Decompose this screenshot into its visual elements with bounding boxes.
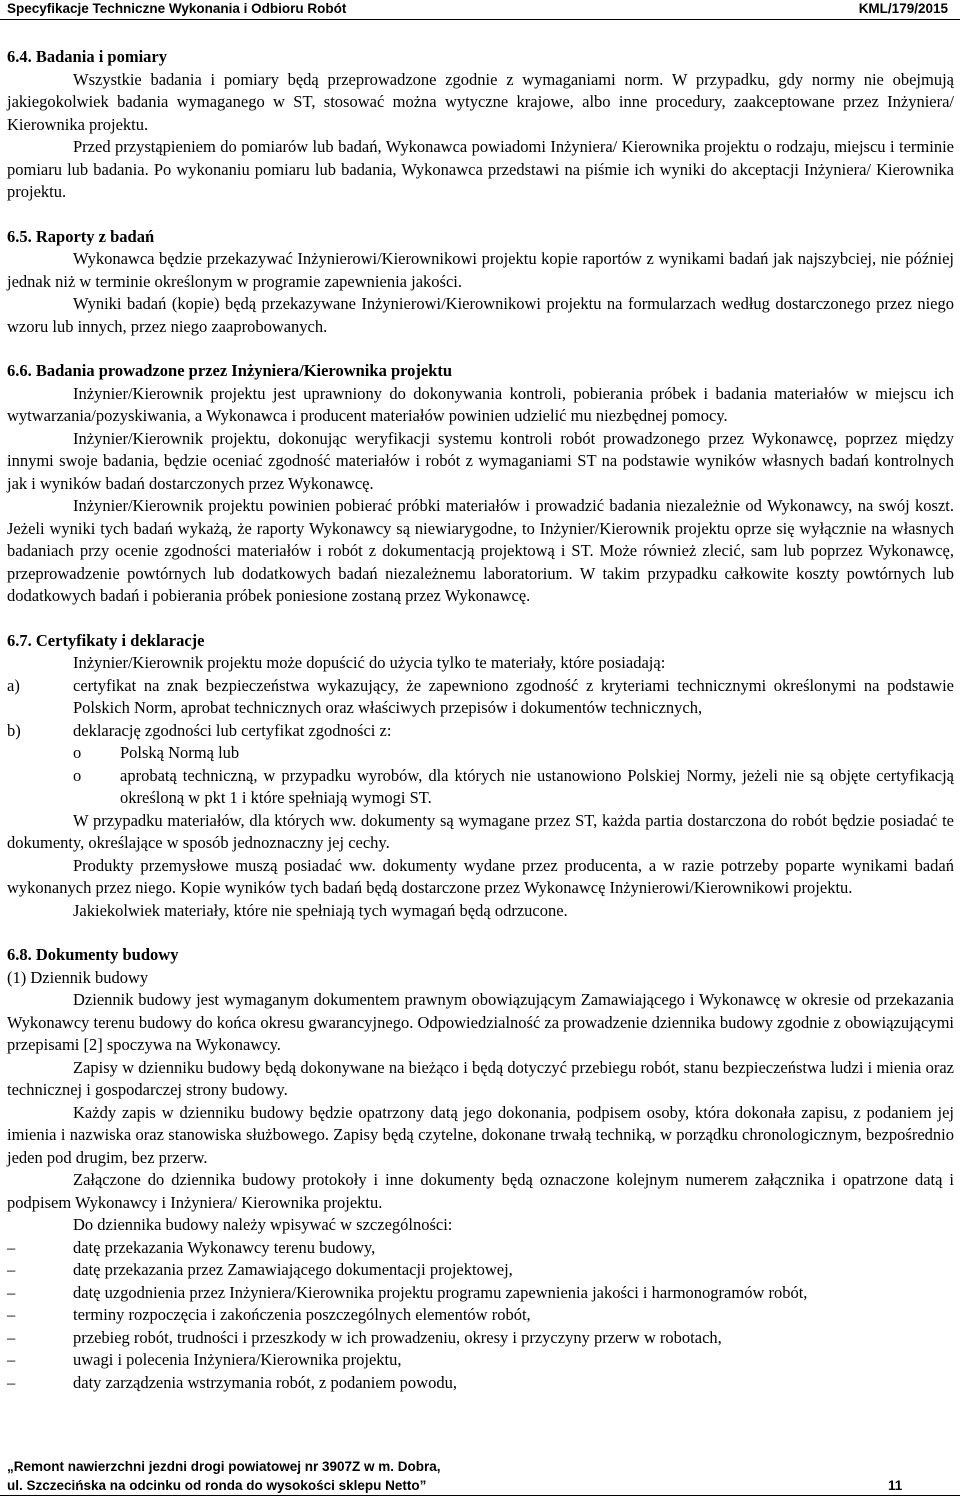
list-marker: b)	[7, 720, 21, 740]
sub-list-item	[7, 742, 954, 765]
paragraph: W przypadku materiałów, dla których ww. dokumenty są wymagane przez ST, każda partia dostarczona do robót będzie posiadać te dokumenty, określające w sposób jednoznaczny jej cechy.	[7, 810, 954, 852]
dash-list-item	[7, 1372, 954, 1395]
dash-marker: –	[7, 1327, 16, 1347]
paragraph: Dziennik budowy jest wymaganym dokumentem prawnym obowiązującym Zamawiającego i Wykonawcę w okresie od przekazania Wykonawcy terenu budowy do końca okresu gwarancyjnego. Odpowiedzialność za prowadzenie dziennika budowy zgodnie z obowiązującymi przepisami [2] spoczywa na Wykonawcy.	[7, 990, 954, 1054]
list-item-text: deklarację zgodności lub certyfikat zgodności z:	[73, 720, 392, 740]
paragraph: Każdy zapis w dzienniku budowy będzie opatrzony datą jego dokonania, podpisem osoby, która dokonała zapisu, z podaniem jej imienia i nazwiska oraz stanowiska służbowego. Zapisy będą czytelne, dokonane trwałą techniką, w porządku chronologicznym, bezpośrednio jeden pod drugim, bez przerw.	[7, 1102, 954, 1167]
list-item-text: datę uzgodnienia przez Inżyniera/Kierownika projektu programu zapewnienia jakości i harmonogramów robót,	[73, 1282, 808, 1302]
paragraph: Inżynier/Kierownik projektu jest uprawniony do dokonywania kontroli, pobierania próbek i badania materiałów w miejscu ich wytwarzania/pozyskiwania, a Wykonawca i producent materiałów powinien udzielić mu niezbędnej pomocy.	[7, 383, 954, 425]
dash-marker: –	[7, 1305, 16, 1324]
page-number: 11	[888, 1478, 903, 1493]
dash-list-item	[7, 1259, 954, 1282]
list-marker: a)	[7, 675, 20, 695]
dash-marker: –	[7, 1260, 16, 1279]
list-item-text: przebieg robót, trudności i przeszkody w ich prowadzeniu, okresy i przyczyny przerw w robotach,	[73, 1327, 722, 1347]
paragraph: Zapisy w dzienniku budowy będą dokonywane na bieżąco i będą dotyczyć przebiegu robót, stanu bezpieczeństwa ludzi i mienia oraz technicznej i gospodarczej strony budowy.	[7, 1057, 954, 1099]
list-item	[7, 675, 954, 720]
dash-list-item	[7, 1237, 954, 1260]
list-item-text: datę przekazania Wykonawcy terenu budowy,	[73, 1237, 376, 1257]
paragraph: Załączone do dziennika budowy protokoły i inne dokumenty będą oznaczone kolejnym numerem załącznika i opatrzone datą i podpisem Wykonawcy i Inżyniera/ Kierownika projektu.	[7, 1170, 954, 1212]
dash-list-item	[7, 1282, 954, 1305]
bullet-marker: o	[73, 743, 82, 762]
section-heading-6-8: 6.8. Dokumenty budowy	[7, 945, 179, 964]
list-item-text: Polską Normą lub	[120, 743, 240, 762]
section-heading-6-5: 6.5. Raporty z badań	[7, 226, 155, 246]
list-item-text: terminy rozpoczęcia i zakończenia poszczególnych elementów robót,	[73, 1305, 531, 1324]
dash-list-item	[7, 1327, 954, 1350]
document-body	[7, 46, 954, 1394]
dash-marker: –	[7, 1372, 16, 1392]
list-item-text: daty zarządzenia wstrzymania robót, z podaniem powodu,	[73, 1372, 457, 1392]
paragraph: Jakiekolwiek materiały, które nie spełniają tych wymagań będą odrzucone.	[73, 900, 568, 920]
page-header	[0, 0, 960, 20]
section-heading-6-7: 6.7. Certyfikaty i deklaracje	[7, 630, 205, 650]
dash-marker: –	[7, 1350, 16, 1369]
paragraph: Wszystkie badania i pomiary będą przeprowadzone zgodnie z wymaganiami norm. W przypadku, gdy normy nie obejmują jakiegokolwiek badania wymaganego w ST, stosować można wytyczne krajowe, albo inne procedury, zaakceptowane przez Inżyniera/ Kierownika projektu.	[7, 69, 954, 134]
bullet-marker: o	[73, 765, 82, 785]
list-item-text: certyfikat na znak bezpieczeństwa wykazujący, że zapewniono zgodność z kryteriami technicznymi określonymi na podstawie Polskich Norm, aprobat technicznych oraz właściwych przepisów i dokumentów technicznych,	[73, 675, 954, 717]
document-title: Specyfikacje Techniczne Wykonania i Odbioru Robót	[7, 1, 347, 16]
section-heading-6-6: 6.6. Badania prowadzone przez Inżyniera/Kierownika projektu	[7, 361, 453, 380]
paragraph: Inżynier/Kierownik projektu może dopuścić do użycia tylko te materiały, które posiadają:	[73, 653, 666, 672]
dash-list-item	[7, 1349, 954, 1372]
list-item	[7, 720, 954, 743]
dash-marker: –	[7, 1282, 16, 1302]
document-code: KML/179/2015	[858, 1, 948, 16]
paragraph: Inżynier/Kierownik projektu powinien pobierać próbki materiałów i prowadzić badania niezależnie od Wykonawcy, na swój koszt. Jeżeli wyniki tych badań wykażą, że raporty Wykonawcy są niewiarygodne, to Inżynier/Kierownik projektu oprze się wyłącznie na własnych badaniach przy ocenie zgodności materiałów i robót z dokumentacją projektową i ST. Może również zlecić, sam lub poprzez Wykonawcę, przeprowadzenie powtórnych lub dodatkowych badań niezależnemu laboratorium. W takim przypadku całkowite koszty powtórnych lub dodatkowych badań i pobierania próbek poniesione zostaną przez Wykonawcę.	[7, 496, 954, 605]
dash-marker: –	[7, 1237, 16, 1257]
paragraph: Inżynier/Kierownik projektu, dokonując weryfikacji systemu kontroli robót prowadzonego przez Wykonawcę, poprzez między innymi swoje badania, będzie oceniać zgodność materiałów i robót z wymaganiami ST na podstawie wyników własnych badań kontrolnych jak i wyników badań dostarczonych przez Wykonawcę.	[7, 428, 954, 493]
footer-rule	[0, 1495, 960, 1496]
list-item-text: aprobatą techniczną, w przypadku wyrobów, dla których nie ustanowiono Polskiej Normy, jeżeli nie są objęte certyfikacją określoną w pkt 1 i które spełniają wymogi ST.	[120, 765, 954, 807]
list-item-text: uwagi i polecenia Inżyniera/Kierownika projektu,	[73, 1350, 402, 1369]
paragraph: Przed przystąpieniem do pomiarów lub badań, Wykonawca powiadomi Inżyniera/ Kierownika projektu o rodzaju, miejscu i terminie pomiaru lub badania. Po wykonaniu pomiaru lub badania, Wykonawca przedstawi na piśmie ich wyniki do akceptacji Inżyniera/ Kierownika projektu.	[7, 137, 954, 201]
sub-list-item	[7, 765, 954, 810]
subsection-heading: (1) Dziennik budowy	[7, 967, 149, 987]
paragraph: Wykonawca będzie przekazywać Inżynierowi/Kierownikowi projektu kopie raportów z wynikami badań jak najszybciej, nie później jednak niż w terminie określonym w programie zapewnienia jakości.	[7, 249, 954, 291]
project-name-line-2: ul. Szczecińska na odcinku od ronda do wysokości sklepu Netto”	[7, 1478, 427, 1493]
paragraph: Wyniki badań (kopie) będą przekazywane Inżynierowi/Kierownikowi projektu na formularzach według dostarczonego przez niego wzoru lub innych, przez niego zaaprobowanych.	[7, 294, 954, 336]
paragraph: Do dziennika budowy należy wpisywać w szczególności:	[73, 1215, 453, 1234]
paragraph: Produkty przemysłowe muszą posiadać ww. dokumenty wydane przez producenta, a w razie potrzeby poparte wynikami badań wykonanych przez niego. Kopie wyników tych badań będą dostarczone przez Wykonawcę Inżynierowi/Kierownikowi projektu.	[7, 855, 954, 897]
section-heading-6-4: 6.4. Badania i pomiary	[7, 47, 167, 66]
dash-list-item	[7, 1304, 954, 1327]
project-name-line-1: „Remont nawierzchni jezdni drogi powiatowej nr 3907Z w m. Dobra,	[7, 1459, 441, 1474]
list-item-text: datę przekazania przez Zamawiającego dokumentacji projektowej,	[73, 1260, 513, 1279]
